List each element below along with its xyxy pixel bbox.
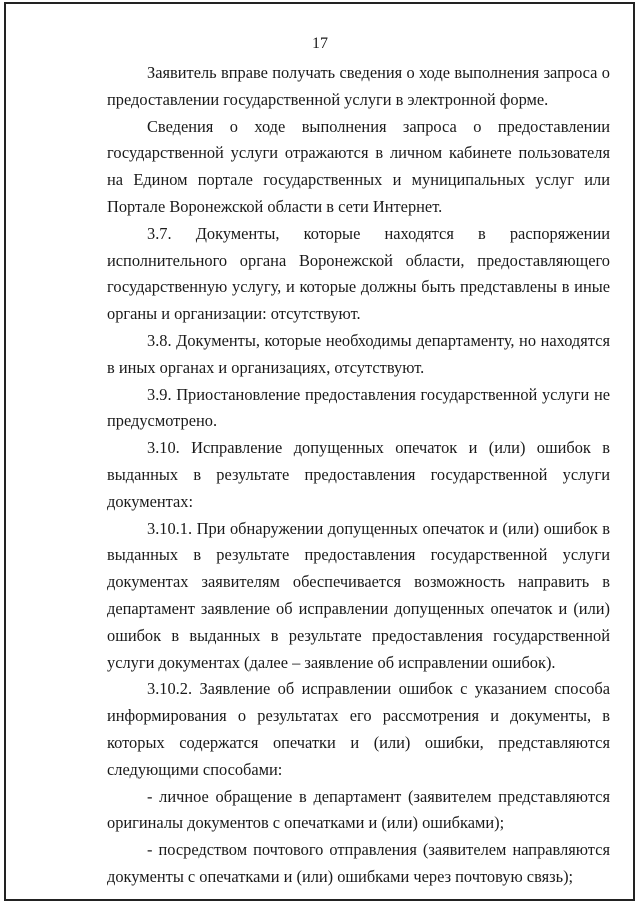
paragraph-3-10-1: 3.10.1. При обнаружении допущенных опечаток и (или) ошибок в выданных в результате предоставления государственной услуги документах заявителям обеспечивается возможность направить в департамент заявление об исправлении допущенных опечаток и (или) ошибок в выданных в результате предоставления государственной услуги документах (далее – заявление об исправлении ошибок). <box>107 518 610 672</box>
paragraph-3-8: 3.8. Документы, которые необходимы департаменту, но находятся в иных органах и организациях, отсутствуют. <box>107 330 610 377</box>
paragraph-3-10: 3.10. Исправление допущенных опечаток и (или) ошибок в выданных в результате предоставления государственной услуги документах: <box>107 438 610 511</box>
page-number: 17 <box>312 35 328 52</box>
document-body <box>107 60 610 891</box>
list-item-postal-delivery: - посредством почтового отправления (заявителем направляются документы с опечатками и (или) ошибками через почтовую связь); <box>107 840 610 886</box>
paragraph-electronic-status: Заявитель вправе получать сведения о ходе выполнения запроса о предоставлении государственной услуги в электронной форме. <box>107 63 610 109</box>
paragraph-3-10-2: 3.10.2. Заявление об исправлении ошибок с указанием способа информирования о результатах его рассмотрения и документы, в которых содержатся опечатки и (или) ошибки, представляются следующими способами: <box>107 679 610 779</box>
paragraph-3-9: 3.9. Приостановление предоставления государственной услуги не предусмотрено. <box>107 384 610 431</box>
list-item-personal-visit: - личное обращение в департамент (заявителем представляются оригиналы документов с опечатками и (или) ошибками); <box>107 786 610 833</box>
paragraph-3-7: 3.7. Документы, которые находятся в распоряжении исполнительного органа Воронежской области, предоставляющего государственную услугу, и которые должны быть представлены в иные органы и организации: отсутствуют. <box>107 223 610 324</box>
paragraph-personal-cabinet: Сведения о ходе выполнения запроса о предоставлении государственной услуги отражаются в личном кабинете пользователя на Едином портале государственных и муниципальных услуг или Портале Воронежской области в сети Интернет. <box>107 116 610 216</box>
